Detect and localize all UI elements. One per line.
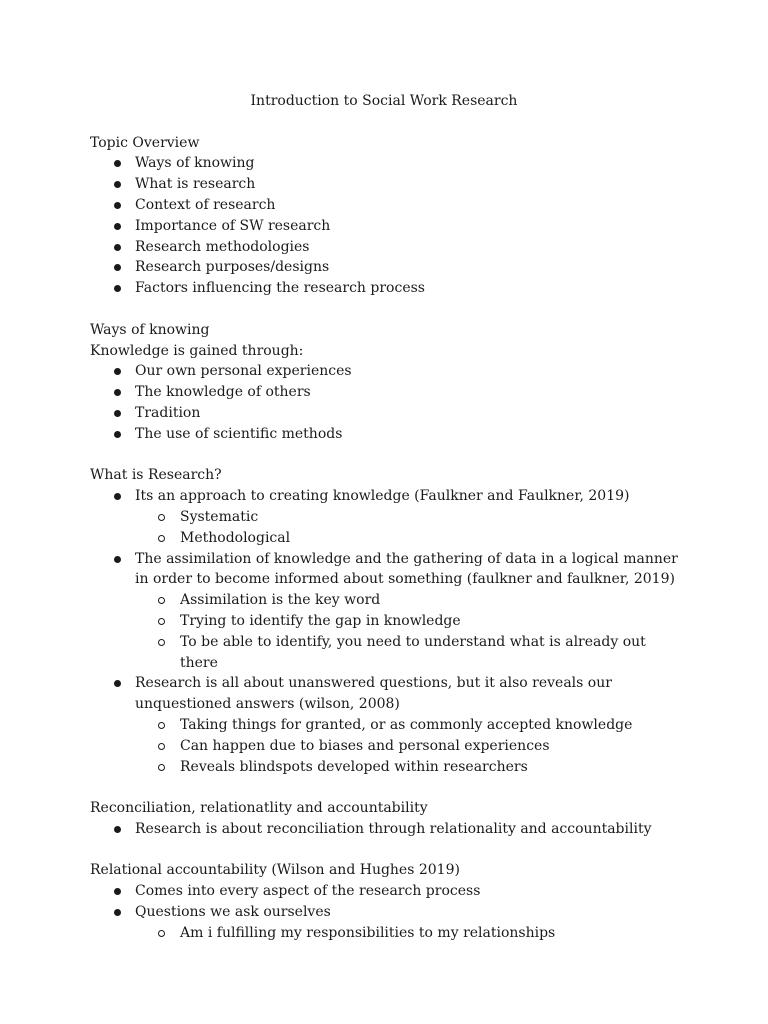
sub-list <box>90 715 678 777</box>
sub-list-item: To be able to identify, you need to understand what is already out there <box>90 632 678 674</box>
list-item <box>90 673 678 777</box>
document-title: Introduction to Social Work Research <box>250 93 518 109</box>
section-heading-topic-overview: Topic Overview <box>90 134 200 151</box>
what-is-research-list <box>90 486 678 777</box>
list-item: The knowledge of others <box>90 382 678 403</box>
spacer <box>90 840 678 861</box>
ways-of-knowing-intro: Knowledge is gained through: <box>90 342 304 359</box>
list-item: Research purposes/designs <box>90 257 678 278</box>
list-item: Importance of SW research <box>90 216 678 237</box>
list-item: Factors influencing the research process <box>90 278 678 299</box>
list-item: Context of research <box>90 195 678 216</box>
sub-list-item: Taking things for granted, or as commonly accepted knowledge <box>90 715 678 736</box>
sub-list <box>90 590 678 673</box>
reconciliation-list <box>90 819 678 840</box>
list-item-text: Questions we ask ourselves <box>135 904 331 921</box>
sub-list <box>90 923 678 944</box>
sub-list-item: Reveals blindspots developed within researchers <box>90 757 678 778</box>
section-heading-relational-accountability: Relational accountability (Wilson and Hughes 2019) <box>90 862 460 879</box>
list-item: Ways of knowing <box>90 153 678 174</box>
sub-list-item: Am i fulfilling my responsibilities to my relationships <box>90 923 678 944</box>
section-heading-what-is-research: What is Research? <box>90 467 222 484</box>
list-item: What is research <box>90 174 678 195</box>
list-item-text: Its an approach to creating knowledge (Faulkner and Faulkner, 2019) <box>135 488 630 505</box>
list-item <box>90 902 678 944</box>
list-item <box>90 486 678 548</box>
spacer <box>90 777 678 798</box>
sub-list-item: Methodological <box>90 528 678 549</box>
list-item: Research is about reconciliation through relationality and accountability <box>90 819 678 840</box>
sub-list-item: Assimilation is the key word <box>90 590 678 611</box>
list-item: Tradition <box>90 403 678 424</box>
sub-list-item: Trying to identify the gap in knowledge <box>90 611 678 632</box>
ways-of-knowing-list <box>90 361 678 444</box>
list-item: Our own personal experiences <box>90 361 678 382</box>
list-item-text: Research is all about unanswered questions, but it also reveals our unquestioned answers (wilson, 2008) <box>135 675 612 713</box>
list-item: Comes into every aspect of the research process <box>90 881 678 902</box>
spacer <box>90 445 678 466</box>
list-item <box>90 549 678 674</box>
section-heading-ways-of-knowing: Ways of knowing <box>90 321 210 338</box>
sub-list-item: Systematic <box>90 507 678 528</box>
sub-list-item: Can happen due to biases and personal experiences <box>90 736 678 757</box>
section-heading-reconciliation: Reconciliation, relationatlity and accountability <box>90 800 428 817</box>
topic-overview-list <box>90 153 678 299</box>
list-item: Research methodologies <box>90 237 678 258</box>
spacer <box>90 299 678 320</box>
relational-accountability-list <box>90 881 678 943</box>
sub-list <box>90 507 678 549</box>
list-item: The use of scientific methods <box>90 424 678 445</box>
list-item-text: The assimilation of knowledge and the gathering of data in a logical manner in order to become informed about something (faulkner and faulkner, 2019) <box>135 550 678 588</box>
